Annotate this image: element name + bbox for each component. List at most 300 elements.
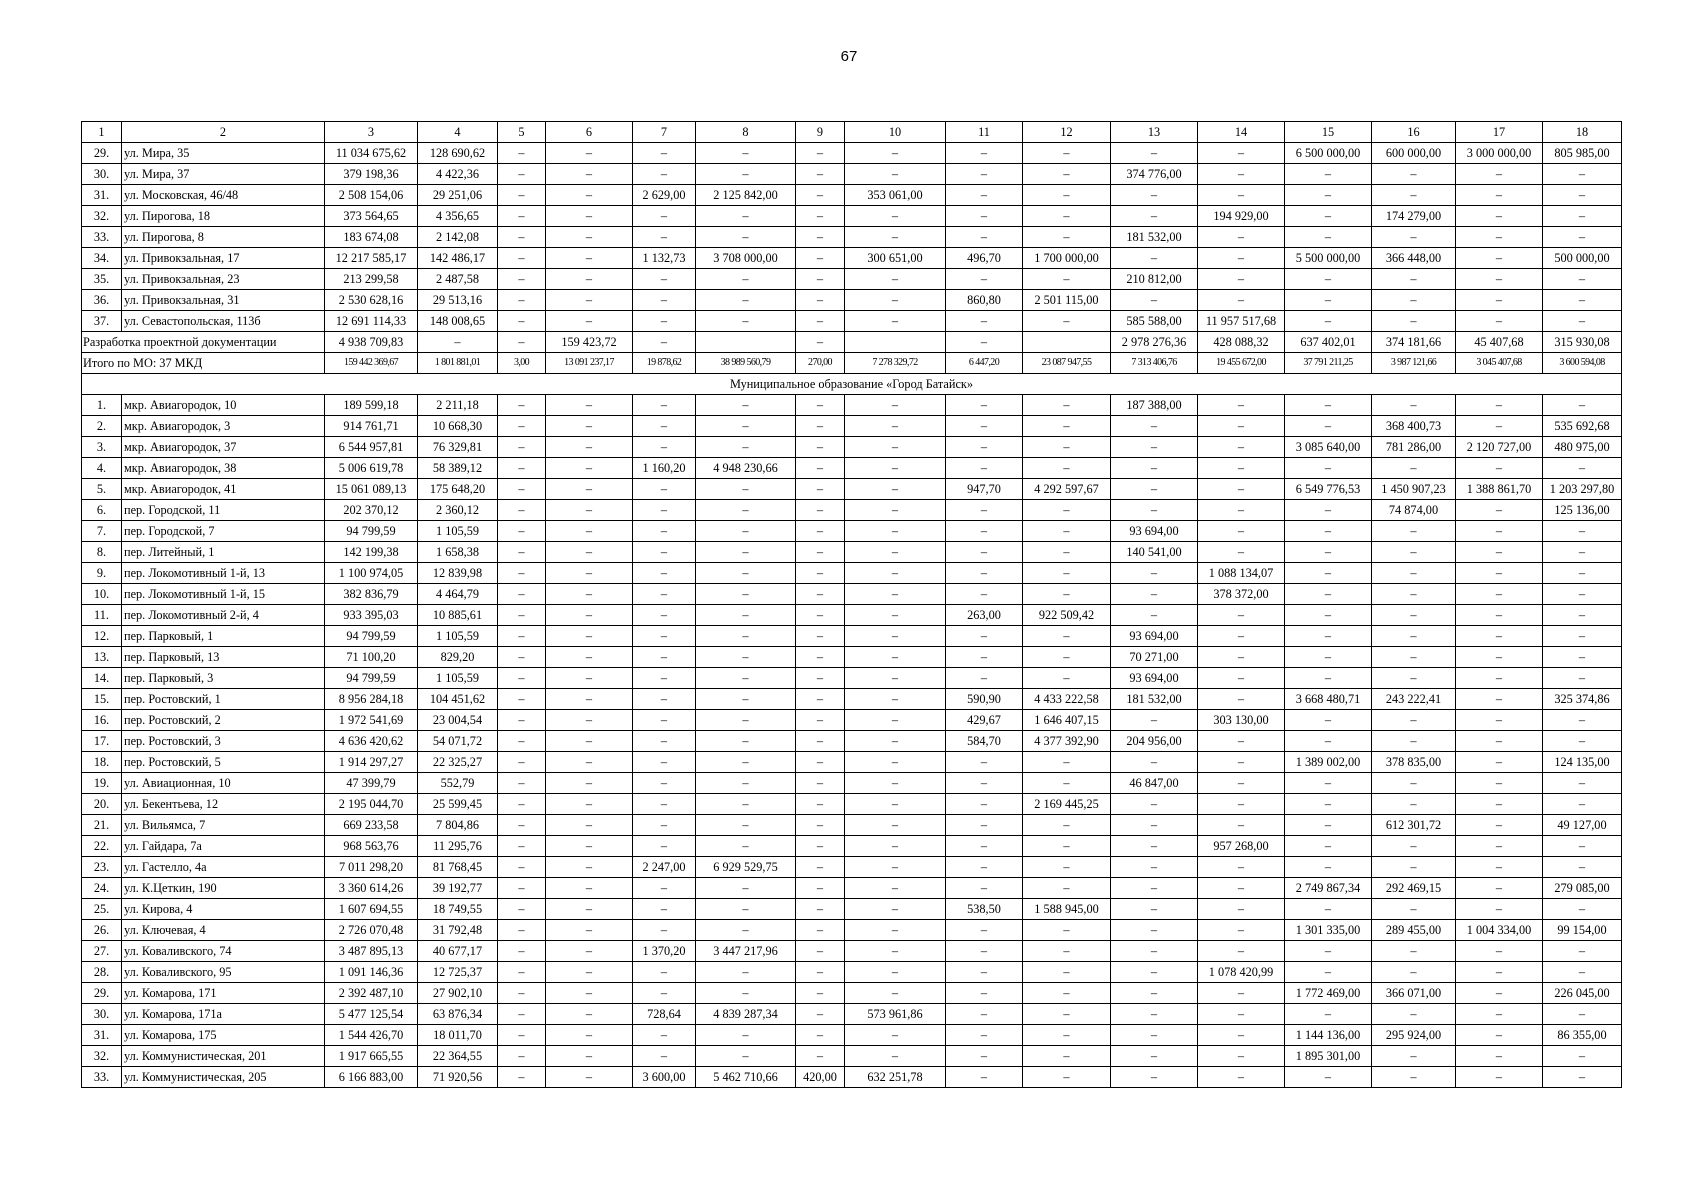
value-cell: 805 985,00 — [1543, 143, 1622, 164]
value-cell: – — [1543, 794, 1622, 815]
row-number: 32. — [82, 206, 122, 227]
value-cell: – — [1372, 773, 1456, 794]
value-cell: – — [845, 164, 946, 185]
value-cell: – — [696, 836, 796, 857]
value-cell: – — [633, 752, 696, 773]
value-cell: – — [796, 206, 845, 227]
value-cell: – — [1023, 206, 1111, 227]
value-cell: 2 501 115,00 — [1023, 290, 1111, 311]
value-cell: 23 087 947,55 — [1023, 353, 1111, 374]
value-cell: – — [633, 542, 696, 563]
value-cell: – — [1198, 731, 1285, 752]
value-cell: – — [946, 437, 1023, 458]
value-cell: – — [796, 626, 845, 647]
value-cell: – — [796, 1004, 845, 1025]
value-cell: 612 301,72 — [1372, 815, 1456, 836]
table-row — [82, 962, 1622, 983]
value-cell: – — [946, 584, 1023, 605]
value-cell: 1 772 469,00 — [1285, 983, 1372, 1004]
value-cell: – — [1456, 311, 1543, 332]
value-cell: – — [498, 269, 546, 290]
value-cell: – — [696, 899, 796, 920]
value-cell: – — [1023, 311, 1111, 332]
value-cell: 382 836,79 — [325, 584, 418, 605]
value-cell: – — [1543, 605, 1622, 626]
column-header: 5 — [498, 122, 546, 143]
value-cell: – — [845, 752, 946, 773]
total-row-label: Итого по МО: 37 МКД — [82, 353, 325, 374]
value-cell: – — [845, 962, 946, 983]
value-cell: 1 370,20 — [633, 941, 696, 962]
value-cell: – — [1372, 794, 1456, 815]
address-cell: ул. Вильямса, 7 — [122, 815, 325, 836]
value-cell: 1 160,20 — [633, 458, 696, 479]
value-cell: 76 329,81 — [418, 437, 498, 458]
value-cell: – — [1111, 458, 1198, 479]
address-cell: пер. Городской, 7 — [122, 521, 325, 542]
value-cell: 957 268,00 — [1198, 836, 1285, 857]
column-header: 13 — [1111, 122, 1198, 143]
value-cell: 3 708 000,00 — [696, 248, 796, 269]
value-cell: – — [1023, 395, 1111, 416]
value-cell: – — [546, 731, 633, 752]
value-cell: 19 455 672,00 — [1198, 353, 1285, 374]
value-cell: – — [796, 521, 845, 542]
value-cell: 45 407,68 — [1456, 332, 1543, 353]
table-row — [82, 857, 1622, 878]
table-row — [82, 794, 1622, 815]
value-cell: – — [546, 563, 633, 584]
value-cell: – — [498, 962, 546, 983]
row-number: 14. — [82, 668, 122, 689]
value-cell: – — [1285, 416, 1372, 437]
value-cell: – — [633, 269, 696, 290]
value-cell: 19 878,62 — [633, 353, 696, 374]
value-cell: – — [845, 878, 946, 899]
value-cell: – — [1285, 584, 1372, 605]
value-cell: – — [1372, 458, 1456, 479]
value-cell: – — [845, 311, 946, 332]
value-cell: – — [1456, 542, 1543, 563]
value-cell: – — [696, 437, 796, 458]
value-cell: – — [498, 731, 546, 752]
value-cell: – — [946, 563, 1023, 584]
value-cell: 1 105,59 — [418, 521, 498, 542]
value-cell: – — [1023, 269, 1111, 290]
column-header: 7 — [633, 122, 696, 143]
value-cell: 3 668 480,71 — [1285, 689, 1372, 710]
value-cell: – — [498, 227, 546, 248]
address-cell: ул. Коммунистическая, 205 — [122, 1067, 325, 1088]
value-cell: – — [1285, 269, 1372, 290]
value-cell: 6 166 883,00 — [325, 1067, 418, 1088]
value-cell: – — [1456, 584, 1543, 605]
value-cell: – — [1111, 416, 1198, 437]
address-cell: пер. Ростовский, 2 — [122, 710, 325, 731]
value-cell: 2 749 867,34 — [1285, 878, 1372, 899]
value-cell: – — [1543, 857, 1622, 878]
value-cell: – — [1372, 185, 1456, 206]
value-cell: – — [546, 1046, 633, 1067]
value-cell: – — [498, 689, 546, 710]
value-cell: 2 978 276,36 — [1111, 332, 1198, 353]
value-cell: 47 399,79 — [325, 773, 418, 794]
address-cell: ул. Кирова, 4 — [122, 899, 325, 920]
value-cell: 637 402,01 — [1285, 332, 1372, 353]
value-cell: – — [1456, 1025, 1543, 1046]
value-cell: – — [546, 542, 633, 563]
table-row — [82, 1067, 1622, 1088]
value-cell: 1 895 301,00 — [1285, 1046, 1372, 1067]
value-cell: 728,64 — [633, 1004, 696, 1025]
value-cell: – — [1023, 542, 1111, 563]
value-cell: 58 389,12 — [418, 458, 498, 479]
value-cell: – — [1111, 857, 1198, 878]
value-cell: – — [1023, 626, 1111, 647]
value-cell: – — [796, 710, 845, 731]
value-cell: – — [1198, 647, 1285, 668]
value-cell: 11 034 675,62 — [325, 143, 418, 164]
value-cell: 1 607 694,55 — [325, 899, 418, 920]
table-row — [82, 836, 1622, 857]
table-row — [82, 689, 1622, 710]
value-cell: – — [498, 1004, 546, 1025]
value-cell: 1 658,38 — [418, 542, 498, 563]
row-number: 33. — [82, 1067, 122, 1088]
value-cell: – — [546, 605, 633, 626]
value-cell: – — [1111, 563, 1198, 584]
value-cell: 6 549 776,53 — [1285, 479, 1372, 500]
value-cell: – — [1285, 836, 1372, 857]
value-cell: 93 694,00 — [1111, 521, 1198, 542]
total-row — [82, 353, 1622, 374]
value-cell: – — [546, 941, 633, 962]
value-cell: – — [1543, 731, 1622, 752]
value-cell: 63 876,34 — [418, 1004, 498, 1025]
table-row — [82, 290, 1622, 311]
value-cell: – — [696, 710, 796, 731]
value-cell: – — [1111, 290, 1198, 311]
address-cell: ул. К.Цеткин, 190 — [122, 878, 325, 899]
value-cell: – — [1023, 500, 1111, 521]
value-cell: – — [796, 500, 845, 521]
address-cell: ул. Пирогова, 18 — [122, 206, 325, 227]
value-cell: – — [633, 311, 696, 332]
value-cell: – — [633, 395, 696, 416]
value-cell: – — [696, 794, 796, 815]
value-cell: – — [696, 584, 796, 605]
value-cell: – — [1456, 269, 1543, 290]
table-row — [82, 227, 1622, 248]
value-cell: 3 000 000,00 — [1456, 143, 1543, 164]
value-cell: 159 423,72 — [546, 332, 633, 353]
row-number: 20. — [82, 794, 122, 815]
value-cell: 11 295,76 — [418, 836, 498, 857]
value-cell: – — [1456, 458, 1543, 479]
value-cell: – — [498, 500, 546, 521]
value-cell: – — [498, 185, 546, 206]
value-cell: – — [946, 941, 1023, 962]
value-cell: – — [546, 920, 633, 941]
value-cell: – — [1198, 899, 1285, 920]
value-cell: – — [1023, 836, 1111, 857]
value-cell: – — [1285, 185, 1372, 206]
row-number: 29. — [82, 143, 122, 164]
value-cell: – — [546, 1025, 633, 1046]
table-row — [82, 416, 1622, 437]
address-cell: ул. Севастопольская, 113б — [122, 311, 325, 332]
value-cell: – — [1023, 773, 1111, 794]
value-cell: 669 233,58 — [325, 815, 418, 836]
value-cell: – — [845, 773, 946, 794]
value-cell: – — [796, 794, 845, 815]
value-cell: – — [546, 290, 633, 311]
value-cell: – — [845, 479, 946, 500]
value-cell: 2 508 154,06 — [325, 185, 418, 206]
value-cell: – — [946, 269, 1023, 290]
value-cell: – — [845, 941, 946, 962]
table-row — [82, 395, 1622, 416]
value-cell: 93 694,00 — [1111, 626, 1198, 647]
value-cell: 1 100 974,05 — [325, 563, 418, 584]
value-cell: 480 975,00 — [1543, 437, 1622, 458]
value-cell: – — [1198, 542, 1285, 563]
value-cell: – — [845, 206, 946, 227]
value-cell: – — [546, 836, 633, 857]
value-cell: – — [946, 983, 1023, 1004]
value-cell: – — [1456, 1046, 1543, 1067]
value-cell: 1 389 002,00 — [1285, 752, 1372, 773]
value-cell: 1 450 907,23 — [1372, 479, 1456, 500]
value-cell: 1 914 297,27 — [325, 752, 418, 773]
value-cell: – — [1285, 647, 1372, 668]
value-cell: – — [498, 815, 546, 836]
value-cell: – — [946, 647, 1023, 668]
value-cell: – — [1111, 836, 1198, 857]
value-cell: – — [946, 542, 1023, 563]
value-cell: – — [633, 584, 696, 605]
value-cell: – — [498, 521, 546, 542]
column-header: 15 — [1285, 122, 1372, 143]
value-cell: 18 011,70 — [418, 1025, 498, 1046]
value-cell: 366 448,00 — [1372, 248, 1456, 269]
value-cell: – — [1111, 1046, 1198, 1067]
value-cell: – — [1285, 164, 1372, 185]
value-cell: 3 085 640,00 — [1285, 437, 1372, 458]
value-cell: – — [845, 731, 946, 752]
table-row — [82, 311, 1622, 332]
value-cell: – — [546, 395, 633, 416]
value-cell: – — [946, 521, 1023, 542]
value-cell: – — [498, 626, 546, 647]
value-cell: – — [845, 542, 946, 563]
address-cell: ул. Пирогова, 8 — [122, 227, 325, 248]
value-cell: – — [1456, 731, 1543, 752]
value-cell: – — [1198, 1025, 1285, 1046]
value-cell: – — [498, 983, 546, 1004]
value-cell: – — [1111, 584, 1198, 605]
value-cell: – — [546, 206, 633, 227]
value-cell: – — [796, 458, 845, 479]
row-number: 10. — [82, 584, 122, 605]
value-cell: – — [1198, 878, 1285, 899]
value-cell: 4 464,79 — [418, 584, 498, 605]
value-cell: 1 132,73 — [633, 248, 696, 269]
value-cell: – — [1198, 668, 1285, 689]
value-cell: – — [946, 1046, 1023, 1067]
value-cell: – — [1543, 458, 1622, 479]
value-cell: – — [1543, 941, 1622, 962]
value-cell: 1 105,59 — [418, 626, 498, 647]
value-cell: – — [1285, 857, 1372, 878]
address-cell: мкр. Авиагородок, 10 — [122, 395, 325, 416]
value-cell: 194 929,00 — [1198, 206, 1285, 227]
row-number: 19. — [82, 773, 122, 794]
column-header: 11 — [946, 122, 1023, 143]
value-cell: – — [696, 206, 796, 227]
value-cell: 1 105,59 — [418, 668, 498, 689]
value-cell: – — [845, 584, 946, 605]
value-cell: – — [633, 227, 696, 248]
value-cell: 573 961,86 — [845, 1004, 946, 1025]
value-cell: – — [946, 815, 1023, 836]
value-cell: – — [796, 773, 845, 794]
value-cell: – — [845, 815, 946, 836]
value-cell: 1 078 420,99 — [1198, 962, 1285, 983]
value-cell: – — [546, 437, 633, 458]
table-row — [82, 521, 1622, 542]
value-cell: – — [796, 185, 845, 206]
value-cell: 781 286,00 — [1372, 437, 1456, 458]
value-cell: – — [845, 647, 946, 668]
value-cell: – — [1023, 878, 1111, 899]
value-cell: – — [633, 479, 696, 500]
address-cell: пер. Ростовский, 5 — [122, 752, 325, 773]
address-cell: мкр. Авиагородок, 3 — [122, 416, 325, 437]
value-cell: 1 144 136,00 — [1285, 1025, 1372, 1046]
value-cell: – — [796, 857, 845, 878]
row-number: 23. — [82, 857, 122, 878]
address-cell: пер. Литейный, 1 — [122, 542, 325, 563]
value-cell: – — [546, 857, 633, 878]
value-cell: – — [498, 1046, 546, 1067]
address-cell: пер. Локомотивный 1-й, 13 — [122, 563, 325, 584]
value-cell: 279 085,00 — [1543, 878, 1622, 899]
value-cell: – — [1372, 962, 1456, 983]
value-cell: – — [1111, 899, 1198, 920]
value-cell: – — [1372, 164, 1456, 185]
row-number: 25. — [82, 899, 122, 920]
value-cell: – — [1111, 752, 1198, 773]
value-cell: – — [1456, 416, 1543, 437]
table-row — [82, 815, 1622, 836]
value-cell: – — [1023, 647, 1111, 668]
value-cell: – — [696, 395, 796, 416]
value-cell: 3 487 895,13 — [325, 941, 418, 962]
row-number: 22. — [82, 836, 122, 857]
row-number: 36. — [82, 290, 122, 311]
value-cell: – — [1456, 395, 1543, 416]
value-cell: 325 374,86 — [1543, 689, 1622, 710]
value-cell: 226 045,00 — [1543, 983, 1622, 1004]
value-cell: – — [498, 836, 546, 857]
value-cell: – — [845, 395, 946, 416]
value-cell: – — [1456, 689, 1543, 710]
row-number: 4. — [82, 458, 122, 479]
value-cell: – — [1198, 815, 1285, 836]
table-row — [82, 983, 1622, 1004]
value-cell: – — [845, 794, 946, 815]
value-cell: – — [1285, 1067, 1372, 1088]
value-cell: – — [498, 458, 546, 479]
column-header: 17 — [1456, 122, 1543, 143]
value-cell: – — [1372, 710, 1456, 731]
value-cell: – — [1198, 479, 1285, 500]
value-cell: – — [696, 983, 796, 1004]
value-cell: – — [946, 395, 1023, 416]
value-cell: 54 071,72 — [418, 731, 498, 752]
value-cell: – — [1372, 269, 1456, 290]
value-cell: – — [1456, 521, 1543, 542]
value-cell: – — [1543, 269, 1622, 290]
row-number: 6. — [82, 500, 122, 521]
value-cell: – — [845, 1046, 946, 1067]
row-number: 15. — [82, 689, 122, 710]
value-cell: – — [1111, 815, 1198, 836]
value-cell: – — [1198, 605, 1285, 626]
value-cell: – — [696, 164, 796, 185]
value-cell: – — [1372, 1046, 1456, 1067]
column-header: 9 — [796, 122, 845, 143]
value-cell: – — [1023, 962, 1111, 983]
value-cell: – — [1543, 899, 1622, 920]
value-cell: 142 199,38 — [325, 542, 418, 563]
value-cell: – — [1111, 983, 1198, 1004]
value-cell: 159 442 369,67 — [325, 353, 418, 374]
value-cell: – — [1023, 920, 1111, 941]
address-cell: ул. Коммунистическая, 201 — [122, 1046, 325, 1067]
value-cell: – — [696, 143, 796, 164]
row-number: 31. — [82, 1025, 122, 1046]
value-cell: – — [498, 1067, 546, 1088]
value-cell: – — [633, 773, 696, 794]
value-cell: – — [1285, 668, 1372, 689]
value-cell: 140 541,00 — [1111, 542, 1198, 563]
value-cell: 183 674,08 — [325, 227, 418, 248]
value-cell: – — [796, 815, 845, 836]
value-cell: – — [1456, 878, 1543, 899]
value-cell: – — [845, 290, 946, 311]
value-cell: – — [796, 1025, 845, 1046]
value-cell: – — [498, 794, 546, 815]
value-cell: 4 839 287,34 — [696, 1004, 796, 1025]
value-cell: 12 691 114,33 — [325, 311, 418, 332]
value-cell: – — [633, 164, 696, 185]
value-cell: 4 636 420,62 — [325, 731, 418, 752]
address-cell: ул. Бекентьева, 12 — [122, 794, 325, 815]
value-cell: – — [546, 185, 633, 206]
value-cell: – — [1198, 290, 1285, 311]
value-cell: – — [1285, 626, 1372, 647]
address-cell: ул. Комарова, 175 — [122, 1025, 325, 1046]
value-cell: – — [498, 563, 546, 584]
value-cell: – — [1198, 248, 1285, 269]
value-cell: – — [633, 710, 696, 731]
table-row — [82, 185, 1622, 206]
value-cell: 914 761,71 — [325, 416, 418, 437]
address-cell: ул. Ключевая, 4 — [122, 920, 325, 941]
value-cell: – — [633, 500, 696, 521]
